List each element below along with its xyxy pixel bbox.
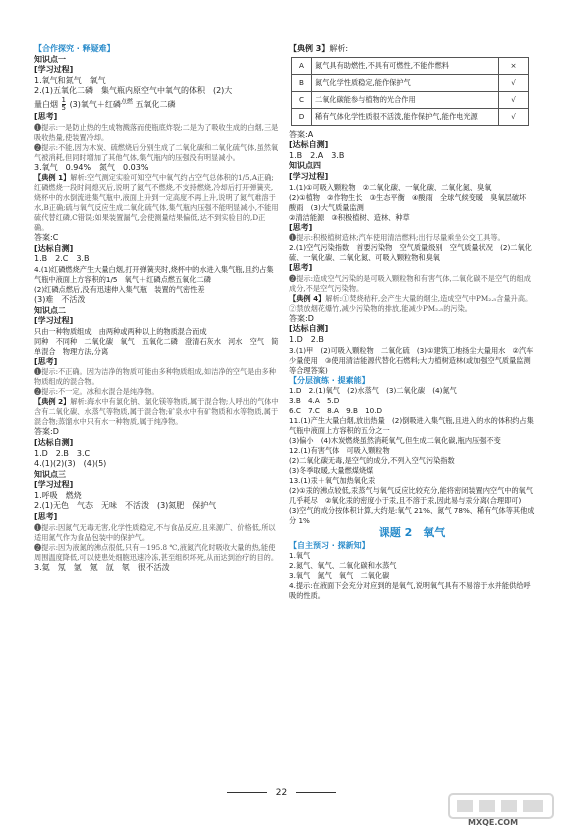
answer-line: 3.氦 氖 氩 氪 氙 氡 很不活泼	[34, 562, 170, 572]
knowledge-point-3: 知识点三	[34, 469, 66, 479]
example-answer: 答案:A	[289, 129, 314, 139]
row-option: A	[292, 57, 312, 74]
think-2: [思考]	[34, 356, 58, 366]
hint-text: ❷提示:不能,因为木炭、硫燃烧后分别生成了二氧化碳和二氧化硫气体,虽然氧气被消耗,但同时增加了其他气体,集气瓶内的压强没有明显减小。	[34, 142, 279, 162]
row-mark: √	[499, 91, 529, 108]
table-row	[292, 108, 529, 125]
example-answer: 答案:C	[34, 233, 59, 243]
left-column	[34, 44, 279, 573]
watermark-text: MXQE.COM	[468, 818, 519, 827]
analysis-table	[291, 57, 529, 126]
answer-line: 12.(1)有害气体 可吸入颗粒物	[289, 446, 390, 456]
row-option: D	[292, 108, 312, 125]
learning-process-1: [学习过程]	[34, 65, 74, 75]
answer-line: 4.(1)红磷燃烧产生大量白烟,打开弹簧夹时,烧杯中的水进入集气瓶,且约占集气瓶中液面上方容积的1/5 氧气＋红磷点燃五氧化二磷	[34, 264, 274, 284]
knowledge-point-4: 知识点四	[289, 161, 321, 171]
hint-text: ❶提示:因氮气无毒无害,化学性质稳定,不与食品反应,且来源广、价格低,所以适用氮气作为食品包装中的保护气。	[34, 522, 276, 542]
row-text: 氮气具有助燃性,不具有可燃性,不能作燃料	[312, 57, 499, 74]
row-mark: ×	[499, 57, 529, 74]
answer-line: 4.(1)(2)(3) (4)(5)	[34, 459, 107, 469]
learning-process-4: [学习过程]	[289, 171, 329, 181]
self-check-2: [达标自测]	[34, 437, 74, 447]
row-text: 二氧化碳能参与植物的光合作用	[312, 91, 499, 108]
answer-line: 量白烟 $\frac{1}{5}$ (3)氧气＋红磷$^{点燃}$ 五氧化二磷	[34, 95, 176, 112]
section-title-cooperate: 【合作探究 · 释疑难】	[34, 44, 115, 53]
right-column	[289, 44, 535, 601]
hint-text: ❷提示:因为液氮的沸点很低,只有－195.8 ℃,液氮汽化时吸收大量的热,能使周围温度降低,可以使患处细胞迅速冷冻,甚至组织坏死,从而达到治疗的目的。	[34, 542, 279, 562]
answer-line: (2)红磷点燃后,没有迅速伸入集气瓶 装置的气密性差	[34, 284, 205, 294]
row-text: 氮气化学性质稳定,能作保护气	[312, 74, 499, 91]
footer-rule-left	[227, 792, 267, 793]
self-check-4: [达标自测]	[289, 324, 329, 334]
answer-line: 2.(1)无色 气态 无味 不活泼 (3)氮肥 保护气	[34, 501, 217, 511]
answer-line: 1.氧气和氮气 氧气	[34, 75, 106, 85]
example-answer: 答案:D	[34, 427, 59, 437]
answer-line: (3)难 不活泼	[34, 294, 86, 304]
answer-line: ②清洁能源 ③积极植树、造林、种草	[289, 212, 410, 222]
learning-process-3: [学习过程]	[34, 480, 74, 490]
answer-line: 6.C 7.C 8.A 9.B 10.D	[289, 406, 383, 416]
hint-text: ❷提示:不一定。冰和水混合是纯净物。	[34, 387, 159, 397]
row-option: B	[292, 74, 312, 91]
answer-line: (3)空气的成分按体积计算,大约是:氧气 21%、氮气 78%、稀有气体等其他成分 1%	[289, 506, 535, 526]
think-4: [思考]	[289, 222, 313, 232]
fraction: $\frac{1}{5}$	[61, 95, 67, 112]
answer-line: 1.(1)①可吸入颗粒物 ②二氧化碳、一氧化碳、二氧化氮、臭氧	[289, 182, 492, 192]
self-check-1: [达标自测]	[34, 243, 74, 253]
page-number: 22	[275, 788, 288, 798]
answer-line: 1.氧气	[289, 551, 311, 561]
answer-line: (2)①汞的沸点较低,汞蒸气与氧气反应比较充分,能将密闭装置内空气中的氧气几乎耗尽 ②氧化汞的密度小于汞,且不溶于汞,因此易与汞分离(合理即可)	[289, 486, 534, 506]
answer-line: 3.氧气 0.94% 氮气 0.03%	[34, 162, 149, 172]
self-check-3: [达标自测]	[289, 140, 329, 150]
answer-line: (2)①植物 ②作物生长 ③生态平衡 ④酸雨 全球气候变暖 臭氧层破坏 酸雨 (3)大气质量监测	[289, 192, 534, 212]
answer-line: (3)偏小 (4)木炭燃烧虽然消耗氧气,但生成二氧化碳,瓶内压强不变	[289, 436, 501, 446]
footer-rule-right	[296, 792, 336, 793]
answer-line: 1.D 2.B	[289, 334, 324, 344]
knowledge-point-1: 知识点一	[34, 54, 66, 64]
answer-line: (2)二氧化碳无毒,是空气的成分,不列入空气污染指数	[289, 456, 455, 466]
answer-line: 2.(1)五氧化二磷 集气瓶内原空气中氧气的体积 (2)大	[34, 86, 233, 96]
answer-line: 13.(1)汞＋氧气加热氧化汞	[289, 476, 376, 486]
answer-line: 4.提示:在液面下会充分对应到的是氧气,说明氧气具有不易溶于水并能供给呼吸的性质。	[289, 581, 531, 601]
think-5: [思考]	[289, 263, 313, 273]
row-option: C	[292, 91, 312, 108]
think-3: [思考]	[34, 512, 58, 522]
answer-line: (3)冬季取暖,大量燃煤烧煤	[289, 466, 374, 476]
learning-process-2: [学习过程]	[34, 316, 74, 326]
row-mark: √	[499, 74, 529, 91]
answer-line: 1.B 2.C 3.B	[34, 254, 90, 264]
table-row	[292, 91, 529, 108]
lesson-title: 课题 2 氧气	[378, 526, 446, 540]
example-3: 【典例 3】解析:	[289, 44, 349, 53]
table-row	[292, 57, 529, 74]
hint-text: ❶提示:不正确。因为洁净的物质可能由多种物质组成,如洁净的空气是由多种物质组成的混合物。	[34, 367, 276, 387]
knowledge-point-2: 知识点二	[34, 305, 66, 315]
example-answer: 答案:D	[289, 313, 314, 323]
answer-line: 同种 不同种 二氧化碳 氧气 五氧化二磷 澄清石灰水 河水 空气 简单混合 物理方法,分离	[34, 336, 279, 356]
answer-line: 1.呼吸 燃烧	[34, 490, 82, 500]
answer-line: 只由一种物质组成 由两种或两种以上的物质混合而成	[34, 326, 207, 336]
example-1: 【典例 1】解析:空气测定实验可知空气中氧气约占空气总体积的1/5,A正确;红磷燃烧一段时间熄灭后,说明了氮气不燃烧,不支持燃烧,冷却后打开弹簧夹,烧杯中的水倒流进集气瓶中,液面上升到一定高度不再上升,说明了氮气难溶于水,B正确;硫与氧气反应生成二氧化硫气体,集气瓶内压强不能明显减小,不能用硫代替红磷,C错误;如果装置漏气,会使测量结果偏低,达不到实验目的,D正确。	[34, 173, 279, 233]
hint-text: ❶提示:一是防止热的生成物溅落而使瓶底炸裂;二是为了吸收生成的白烟,三是吸收热量,使装置冷却。	[34, 122, 279, 142]
example-4: 【典例 4】解析:①焚烧秸秆,会产生大量的烟尘,造成空气中PM₂.₅含量升高。②禁放烟花爆竹,减少污染物的排放,能减少PM₂.₅的污染。	[289, 293, 533, 313]
answer-line: 3.氧气 氮气 氧气 二氧化碳	[289, 571, 390, 581]
answer-line: 2.(1)空气污染指数 首要污染物 空气质量级别 空气质量状况 (2)二氧化硫、一氧化碳、二氧化氮、可吸入颗粒物和臭氧	[289, 243, 532, 263]
answer-line: 2.氮气、氧气、二氧化碳和水蒸气	[289, 561, 397, 571]
answer-line: 1.D 2.(1)氧气 (2)水蒸气 (3)二氧化碳 (4)氮气	[289, 386, 457, 396]
answer-line: 3.(1)甲 (2)可吸入颗粒物 二氧化硫 (3)①建筑工地扬尘大量用水 ②汽车少量使用 ③使用清洁能源代替化石燃料;大力植树造林(或加强空气质量监测等合理答案)	[289, 345, 534, 375]
answer-line: 1.B 2.A 3.B	[289, 150, 345, 160]
answer-line: 1.D 2.B 3.C	[34, 448, 91, 458]
section-title-preview: 【自主预习 · 探新知】	[289, 540, 370, 550]
hint-text: ❷提示:造成空气污染的是可吸入颗粒物和有害气体,二氧化碳不是空气的组成成分,不是空气污染物。	[289, 273, 531, 293]
answer-line: 3.B 4.A 5.D	[289, 396, 340, 406]
section-title-practice: 【分层演练 · 提素能】	[289, 375, 370, 385]
answer-line: 11.(1)产生大量白烟,放出热量 (2)倒吸进入集气瓶,且进入的水的体积约占集气瓶中液面上方容积的五分之一	[289, 416, 534, 436]
table-row	[292, 74, 529, 91]
think-1: [思考]	[34, 111, 58, 121]
row-text: 稀有气体化学性质很不活泼,能作保护气,能作电光源	[312, 108, 499, 125]
example-2: 【典例 2】解析:海水中有氯化钠、氯化镁等物质,属于混合物;人呼出的气体中含有二氧化碳、水蒸气等物质,属于混合物;矿泉水中有矿物质和水等物质,属于混合物;蒸馏水中只有水一种物质,属于纯净物。	[34, 397, 279, 427]
hint-text: ❶提示:积极植树造林;汽车使用清洁燃料;出行尽量乘坐公交工具等。	[289, 233, 505, 243]
row-mark: √	[499, 108, 529, 125]
